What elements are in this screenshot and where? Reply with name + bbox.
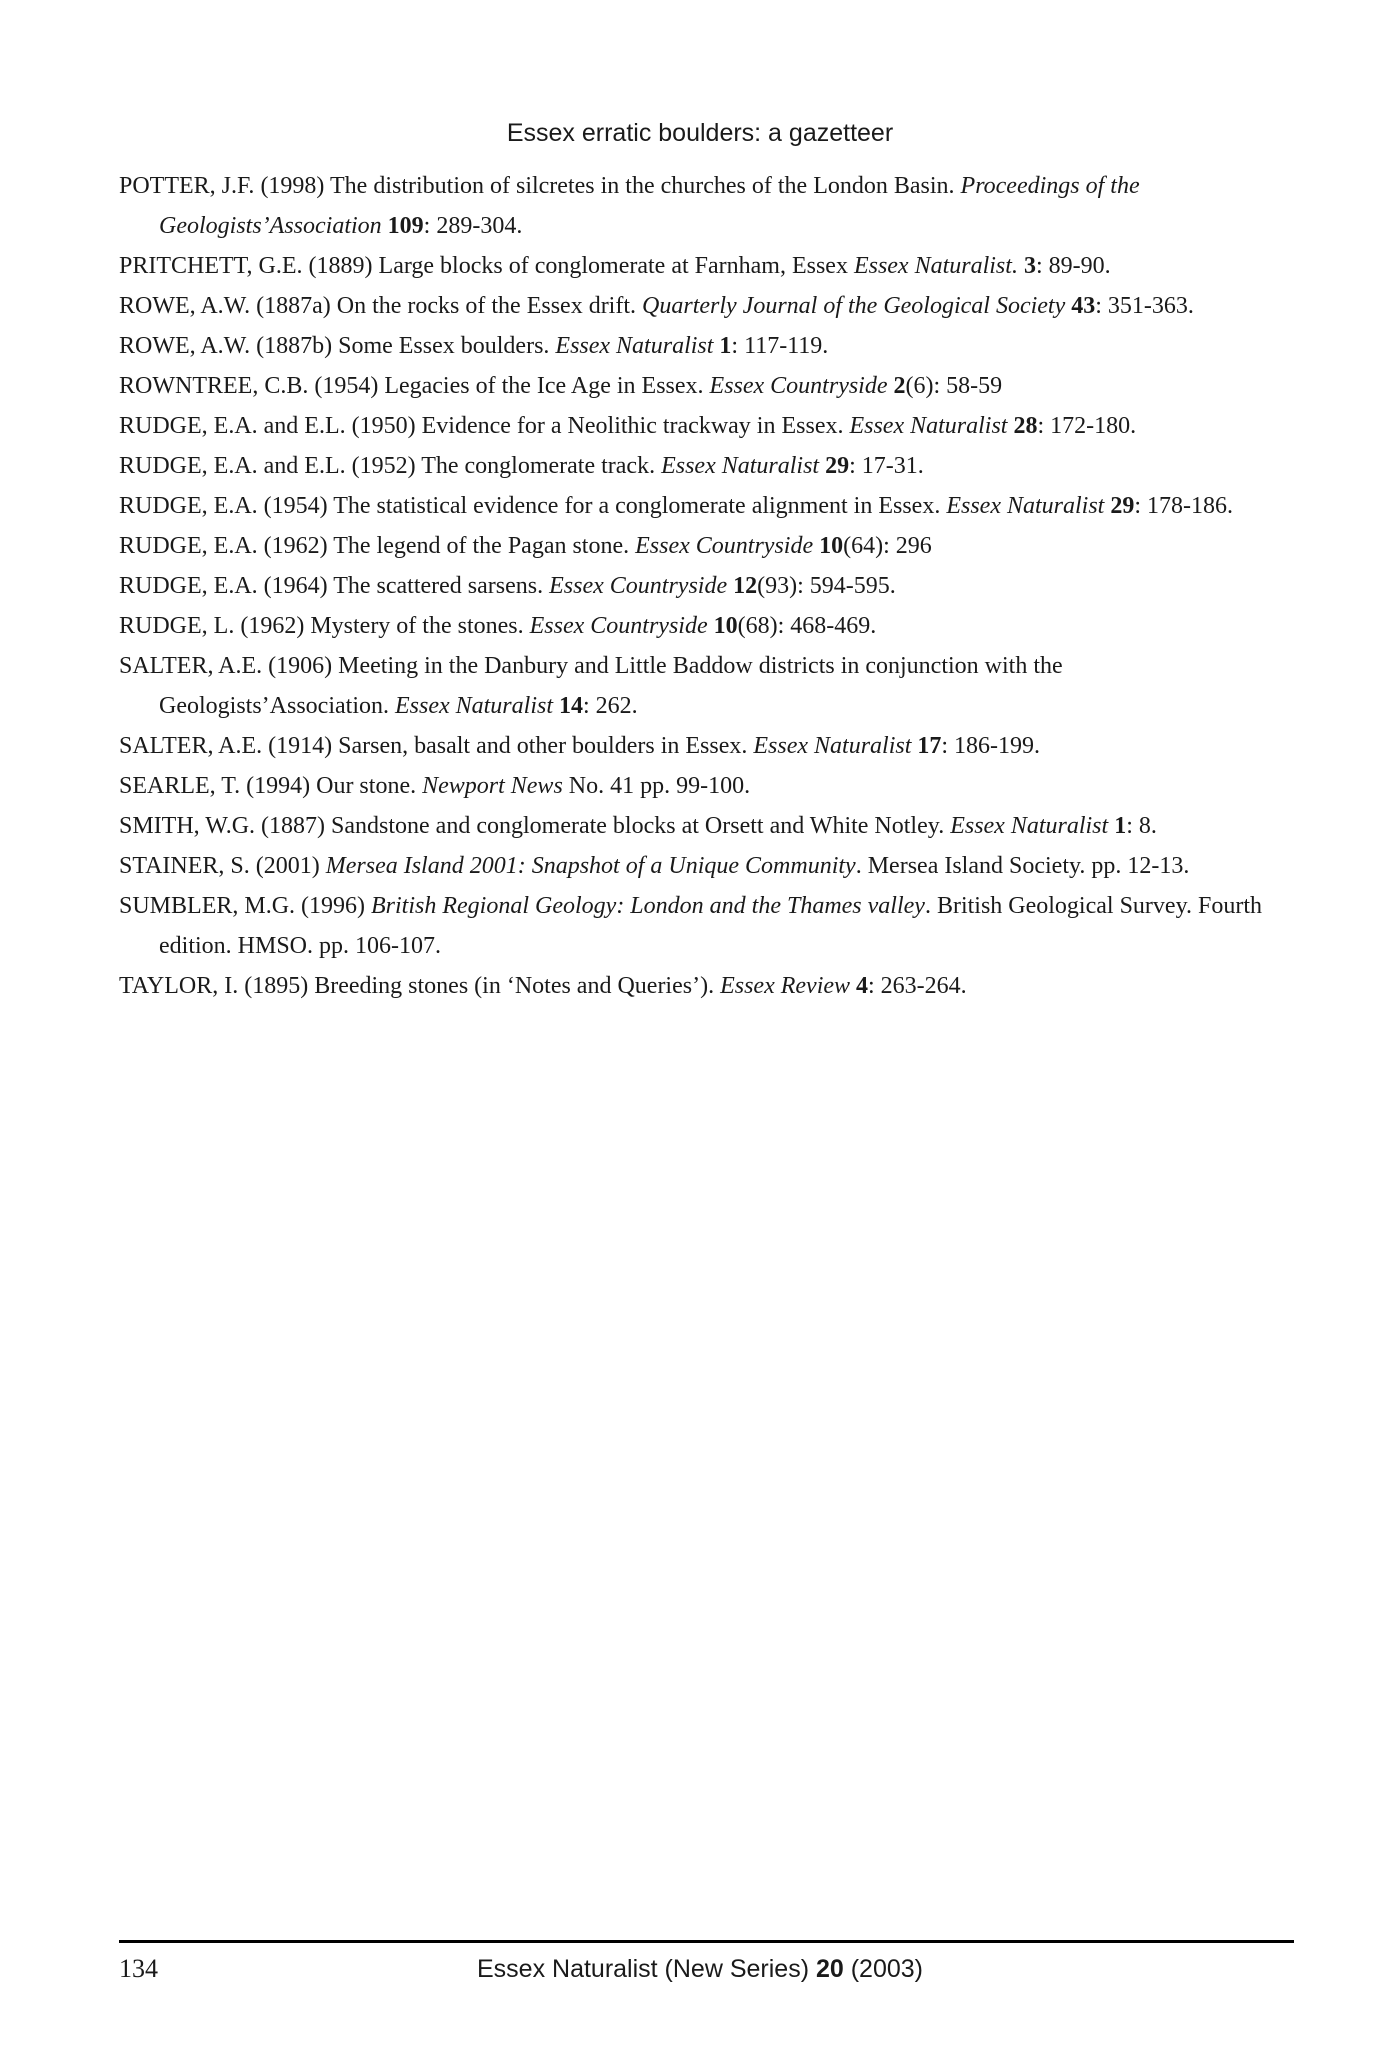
ref-author: SMITH, W.G. — [119, 813, 256, 839]
ref-venue: Essex Naturalist — [753, 733, 912, 759]
ref-author: SALTER, A.E. — [119, 733, 263, 759]
ref-title: On the rocks of the Essex drift. — [336, 293, 637, 319]
ref-author: ROWE, A.W. — [119, 333, 251, 359]
ref-venue: Essex Naturalist — [946, 493, 1105, 519]
reference-entry — [119, 446, 1294, 486]
ref-volume: 1 — [1114, 813, 1127, 839]
ref-author: RUDGE, E.A. — [119, 533, 258, 559]
ref-year: (1964) — [263, 573, 328, 599]
reference-entry — [119, 166, 1294, 246]
reference-entry — [119, 246, 1294, 286]
ref-venue: Quarterly Journal of the Geological Society — [642, 293, 1066, 319]
reference-entry — [119, 606, 1294, 646]
page-number: 134 — [119, 1954, 158, 1983]
ref-year: (1887) — [261, 813, 326, 839]
ref-title: Large blocks of conglomerate at Farnham, Essex — [378, 253, 848, 279]
ref-venue: Mersea Island 2001: Snapshot of a Unique Community — [325, 853, 856, 879]
reference-entry — [119, 526, 1294, 566]
ref-pages: : 172-180. — [1037, 413, 1137, 439]
ref-volume: 43 — [1071, 293, 1096, 319]
reference-entry — [119, 966, 1294, 1006]
ref-author: RUDGE, E.A. — [119, 573, 258, 599]
ref-author: SALTER, A.E. — [119, 653, 263, 679]
journal-name: Essex Naturalist (New Series) — [476, 1955, 816, 1983]
ref-issue: (64) — [843, 533, 884, 559]
footer-rule — [119, 1940, 1294, 1943]
reference-list — [119, 166, 1294, 1006]
ref-pages: . Mersea Island Society. pp. 12-13. — [855, 853, 1190, 879]
reference-entry — [119, 886, 1294, 966]
ref-author: PRITCHETT, G.E. — [119, 253, 303, 279]
reference-entry — [119, 286, 1294, 326]
ref-issue: (6) — [905, 373, 934, 399]
ref-year: (1889) — [308, 253, 373, 279]
ref-volume: 1 — [719, 333, 732, 359]
reference-entry — [119, 766, 1294, 806]
journal-footer — [0, 1954, 1400, 1984]
ref-author: RUDGE, L. — [119, 613, 235, 639]
ref-year: (1994) — [246, 773, 311, 799]
ref-title: Meeting in the Danbury and Little Baddow districts in conjunction with the Geologists’Association. — [159, 653, 1063, 719]
ref-year: (1996) — [301, 893, 366, 919]
ref-author: ROWNTREE, C.B. — [119, 373, 309, 399]
ref-year: (1962) — [263, 533, 328, 559]
ref-title: The distribution of silcretes in the churches of the London Basin. — [330, 173, 955, 199]
ref-title: Sandstone and conglomerate blocks at Orsett and White Notley. — [331, 813, 945, 839]
ref-volume: 4 — [856, 973, 869, 999]
ref-volume: 2 — [893, 373, 906, 399]
ref-pages: : 594-595. — [797, 573, 896, 599]
ref-year: (1887a) — [256, 293, 331, 319]
ref-title: The conglomerate track. — [421, 453, 656, 479]
ref-venue: Essex Countryside — [709, 373, 888, 399]
ref-volume: 14 — [559, 693, 583, 719]
ref-year: (1952) — [351, 453, 416, 479]
reference-entry — [119, 846, 1294, 886]
ref-title: The scattered sarsens. — [333, 573, 544, 599]
ref-volume: 109 — [387, 213, 424, 239]
ref-year: (1914) — [268, 733, 333, 759]
ref-venue: Essex Naturalist — [849, 413, 1008, 439]
ref-pages: : 289-304. — [423, 213, 523, 239]
ref-volume: 17 — [917, 733, 942, 759]
ref-title: Sarsen, basalt and other boulders in Essex. — [338, 733, 754, 759]
ref-author: RUDGE, E.A. — [119, 493, 258, 519]
journal-volume: 20 — [815, 1955, 844, 1983]
ref-pages: : 186-199. — [941, 733, 1041, 759]
ref-pages: : 296 — [883, 533, 932, 559]
ref-year: (2001) — [255, 853, 320, 879]
ref-pages: : 262. — [583, 693, 638, 719]
running-title: Essex erratic boulders: a gazetteer — [506, 119, 894, 147]
ref-year: (1998) — [260, 173, 325, 199]
ref-venue: Essex Naturalist — [661, 453, 820, 479]
ref-author: TAYLOR, I. — [119, 973, 239, 999]
journal-year: (2003) — [843, 1955, 923, 1983]
ref-venue: Proceedings of the Geologists’Association — [159, 173, 1140, 239]
ref-pages: : 17-31. — [849, 453, 924, 479]
ref-year: (1954) — [263, 493, 328, 519]
ref-volume: 28 — [1013, 413, 1038, 439]
ref-volume: 10 — [819, 533, 844, 559]
ref-venue: Essex Naturalist. — [853, 253, 1018, 279]
ref-venue: Newport News — [422, 773, 563, 799]
ref-author: RUDGE, E.A. and E.L. — [119, 413, 346, 439]
ref-title: Evidence for a Neolithic trackway in Essex. — [421, 413, 844, 439]
ref-year: (1895) — [244, 973, 309, 999]
ref-pages: : 58-59 — [933, 373, 1003, 399]
reference-entry — [119, 726, 1294, 766]
ref-title: Legacies of the Ice Age in Essex. — [384, 373, 704, 399]
reference-entry — [119, 406, 1294, 446]
ref-pages: : 178-186. — [1134, 493, 1234, 519]
ref-title: Mystery of the stones. — [310, 613, 524, 639]
ref-title: Some Essex boulders. — [338, 333, 550, 359]
ref-volume: 10 — [713, 613, 738, 639]
ref-pages: No. 41 pp. 99-100. — [568, 773, 751, 799]
reference-entry — [119, 806, 1294, 846]
ref-volume: 3 — [1023, 253, 1036, 279]
ref-volume: 29 — [1110, 493, 1135, 519]
reference-entry — [119, 486, 1294, 526]
ref-year: (1906) — [268, 653, 333, 679]
reference-entry — [119, 326, 1294, 366]
ref-venue: Essex Countryside — [549, 573, 728, 599]
ref-title: Our stone. — [316, 773, 417, 799]
ref-venue: Essex Naturalist — [950, 813, 1109, 839]
ref-venue: Essex Review — [720, 973, 851, 999]
ref-pages: : 263-264. — [868, 973, 967, 999]
ref-pages: : 8. — [1126, 813, 1157, 839]
ref-year: (1954) — [314, 373, 379, 399]
ref-issue: (93) — [757, 573, 798, 599]
reference-entry — [119, 646, 1294, 726]
ref-venue: Essex Countryside — [529, 613, 708, 639]
ref-venue: British Regional Geology: London and the Thames valley — [371, 893, 925, 919]
ref-pages: : 468-469. — [777, 613, 877, 639]
reference-entry — [119, 366, 1294, 406]
ref-venue: Essex Countryside — [635, 533, 814, 559]
ref-author: SEARLE, T. — [119, 773, 241, 799]
ref-venue: Essex Naturalist — [555, 333, 714, 359]
ref-year: (1950) — [351, 413, 416, 439]
reference-entry — [119, 566, 1294, 606]
ref-pages: . British Geological Survey. Fourth edition. HMSO. pp. 106-107. — [159, 893, 1263, 959]
ref-title: The statistical evidence for a conglomerate alignment in Essex. — [333, 493, 941, 519]
ref-title: Breeding stones (in ‘Notes and Queries’). — [314, 973, 715, 999]
ref-volume: 29 — [825, 453, 850, 479]
ref-title: The legend of the Pagan stone. — [333, 533, 630, 559]
ref-year: (1962) — [240, 613, 305, 639]
ref-issue: (68) — [737, 613, 778, 639]
ref-pages: : 351-363. — [1095, 293, 1194, 319]
ref-pages: : 89-90. — [1035, 253, 1111, 279]
ref-pages: : 117-119. — [731, 333, 829, 359]
ref-author: SUMBLER, M.G. — [119, 893, 296, 919]
ref-year: (1887b) — [256, 333, 333, 359]
ref-author: POTTER, J.F. — [119, 173, 255, 199]
ref-author: ROWE, A.W. — [119, 293, 251, 319]
ref-author: STAINER, S. — [119, 853, 250, 879]
ref-author: RUDGE, E.A. and E.L. — [119, 453, 346, 479]
ref-volume: 12 — [733, 573, 758, 599]
ref-venue: Essex Naturalist — [394, 693, 553, 719]
